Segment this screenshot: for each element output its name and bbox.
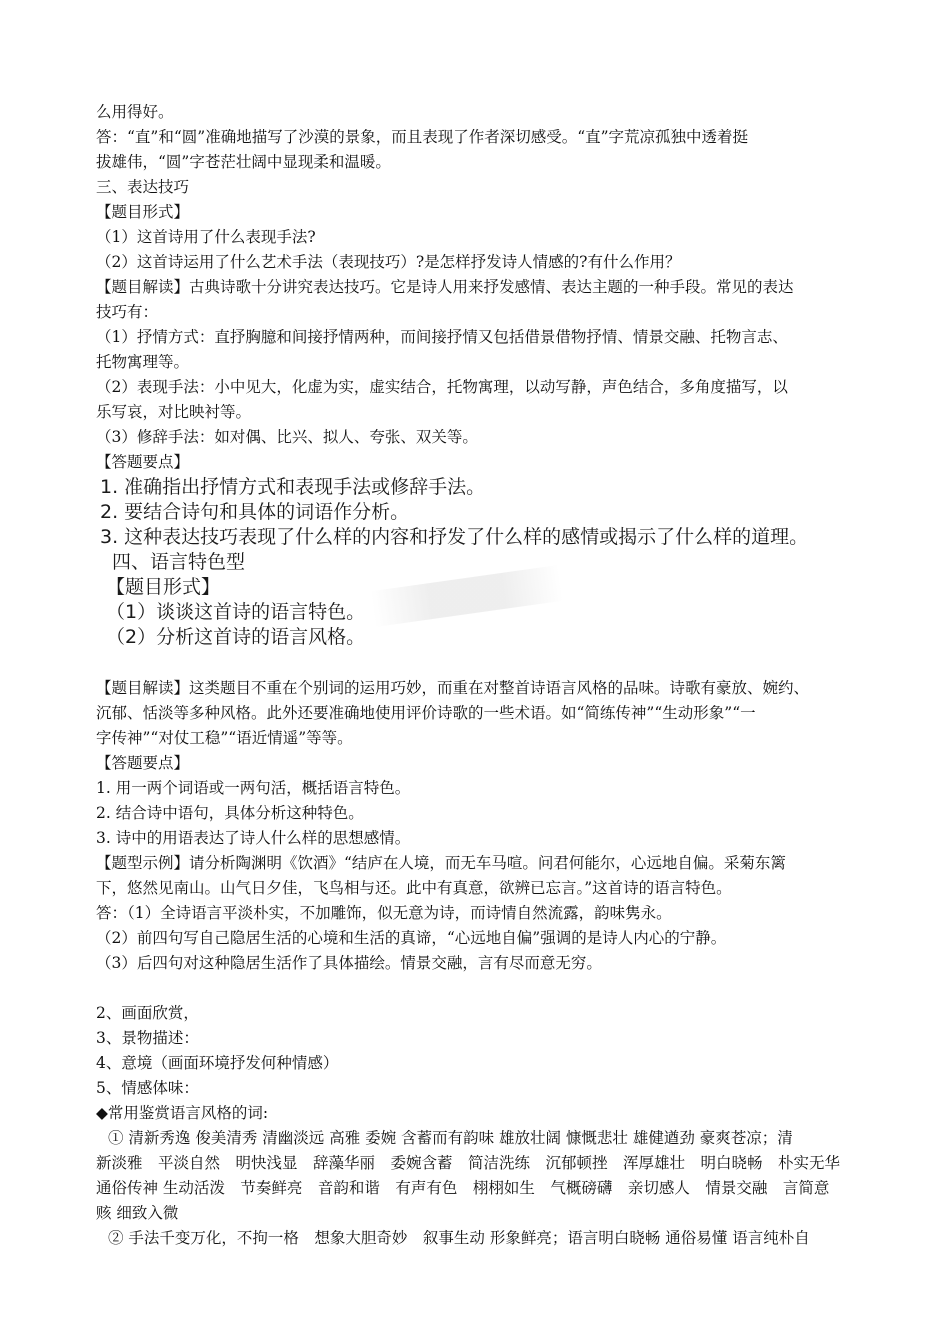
section-heading: 四、语言特色型 [112,551,246,573]
vocabulary-line: 新淡雅 平淡自然 明快浅显 辞藻华丽 委婉含蓄 简洁洗练 沉郁顿挫 浑厚雄壮 明白晓畅 朴实无华 [96,1154,841,1172]
answer-line: （3）后四句对这种隐居生活作了具体描绘。情景交融，言有尽而意无穷。 [96,954,602,972]
list-item: 3、景物描述： [96,1029,199,1047]
answer-line: 答：（1）全诗语言平淡朴实，不加雕饰，似无意为诗，而诗情自然流露，韵味隽永。 [96,904,672,922]
key-point-item: 2. 结合诗中语句，具体分析这种特色。 [96,804,364,822]
text-line: 技巧有： [96,303,159,321]
example-line: 【题型示例】请分析陶渊明《饮酒》“结庐在人境，而无车马喧。问君何能尔，心远地自偏。采菊东篱 [96,854,786,872]
key-point-item: 1. 用一两个词语或一两句活，概括语言特色。 [96,779,411,797]
key-point-item: 1. 准确指出抒情方式和表现手法或修辞手法。 [100,476,486,498]
list-item: 5、情感体味： [96,1079,199,1097]
list-item: （3）修辞手法：如对偶、比兴、拟人、夸张、双关等。 [96,428,478,446]
key-point-item: 3. 诗中的用语表达了诗人什么样的思想感情。 [96,829,411,847]
text-line: 下，悠然见南山。山气日夕佳，飞鸟相与还。此中有真意，欲辨已忘言。”这首诗的语言特色。 [96,879,732,897]
section-heading: 三、表达技巧 [96,178,190,196]
text-line: 拔雄伟，“圆”字苍茫壮阔中显现柔和温暖。 [96,153,391,171]
subheading: 【题目形式】 [96,203,190,221]
text-line: 乐写哀，对比映衬等。 [96,403,252,421]
vocabulary-line: ② 手法千变万化，不拘一格 想象大胆奇妙 叙事生动 形象鲜亮；语言明白晓畅 通俗易懂 语言纯朴自 [108,1229,810,1247]
subheading: 【答题要点】 [96,754,190,772]
vocabulary-line: ① 清新秀逸 俊美清秀 清幽淡远 高雅 委婉 含蓄而有韵味 雄放壮阔 慷慨悲壮 雄健遒劲 豪爽苍凉；清 [108,1129,793,1147]
key-point-item: 2. 要结合诗句和具体的词语作分析。 [100,501,410,523]
subheading: 【答题要点】 [96,453,190,471]
answer-line: 答：“直”和“圆”准确地描写了沙漠的景象，而且表现了作者深切感受。“直”字荒凉孤独中透着挺 [96,128,749,146]
text-line: 字传神”“对仗工稳”“语近情遥”等等。 [96,729,353,747]
question-item: （1）谈谈这首诗的语言特色。 [106,601,366,623]
list-item: 2、画面欣赏， [96,1004,199,1022]
question-item: （1）这首诗用了什么表现手法? [96,228,316,246]
list-item: （2）表现手法：小中见大，化虚为实，虚实结合，托物寓理，以动写静，声色结合，多角度描写，以 [96,378,788,396]
vocabulary-line: 赅 细致入微 [96,1204,179,1222]
question-item: （2）分析这首诗的语言风格。 [106,626,366,648]
text-line: 么用得好。 [96,103,174,121]
list-item: （1）抒情方式：直抒胸臆和间接抒情两种，而间接抒情又包括借景借物抒情、情景交融、托物言志、 [96,328,788,346]
vocabulary-heading: ◆常用鉴赏语言风格的词: [96,1104,269,1122]
subheading: 【题目形式】 [106,576,221,598]
interpretation-line: 【题目解读】这类题目不重在个别词的运用巧妙，而重在对整首诗语言风格的品味。诗歌有豪放、婉约、 [96,679,810,697]
answer-line: （2）前四句写自己隐居生活的心境和生活的真谛，“心远地自偏”强调的是诗人内心的宁静。 [96,929,727,947]
vocabulary-line: 通俗传神 生动活泼 节奏鲜亮 音韵和谐 有声有色 栩栩如生 气概磅礴 亲切感人 情景交融 言简意 [96,1179,830,1197]
text-line: 沉郁、恬淡等多种风格。此外还要准确地使用评价诗歌的一些术语。如“简练传神”“生动形象”“一 [96,704,756,722]
question-item: （2）这首诗运用了什么艺术手法（表现技巧）?是怎样抒发诗人情感的?有什么作用？ [96,253,681,271]
interpretation-line: 【题目解读】古典诗歌十分讲究表达技巧。它是诗人用来抒发感情、表达主题的一种手段。常见的表达 [96,278,794,296]
key-point-item: 3. 这种表达技巧表现了什么样的内容和抒发了什么样的感情或揭示了什么样的道理。 [100,526,809,548]
text-line: 托物寓理等。 [96,353,190,371]
list-item: 4、意境（画面环境抒发何种情感） [96,1054,339,1072]
